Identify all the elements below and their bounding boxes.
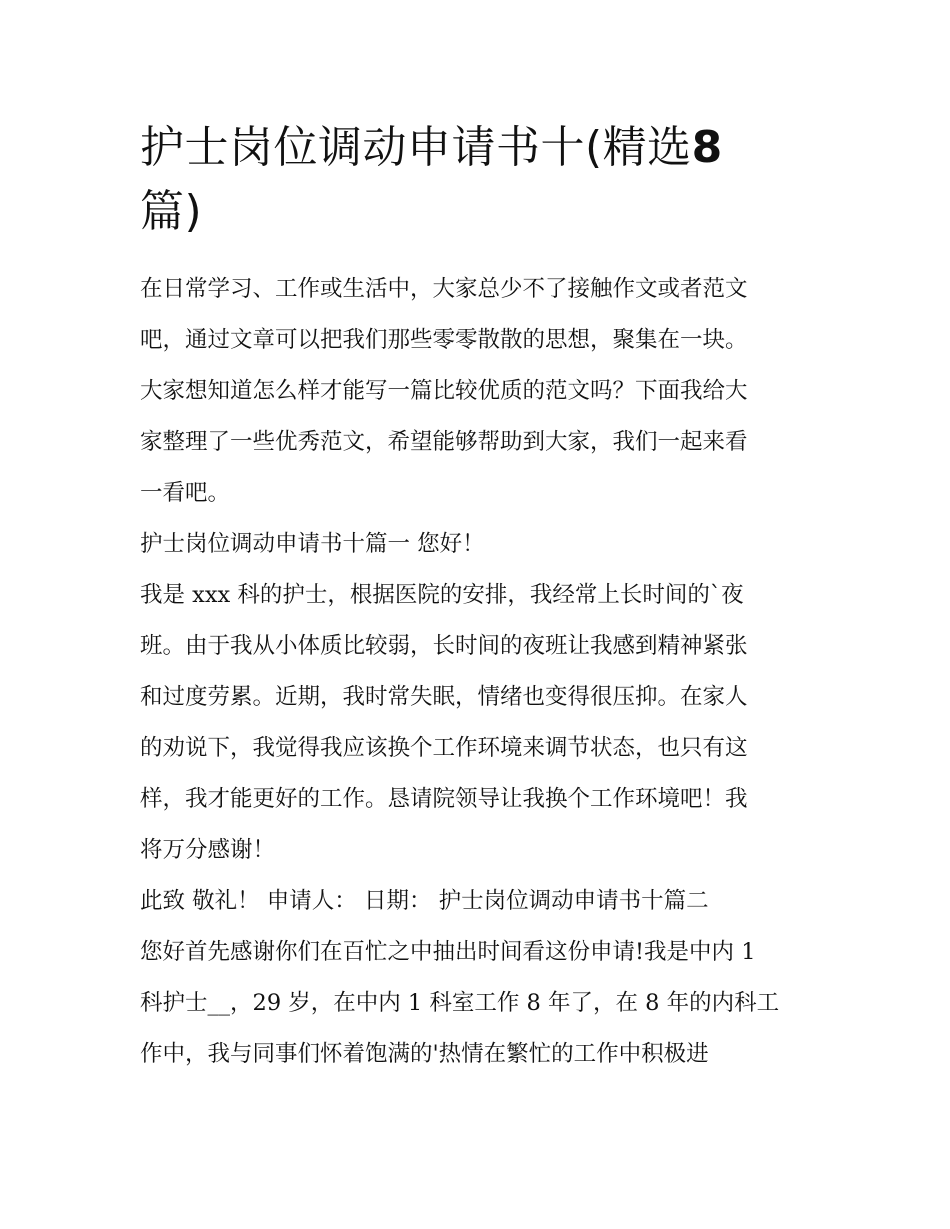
document-title	[140, 116, 815, 244]
body-line: 一看吧。	[140, 480, 231, 506]
section-heading-1: 护士岗位调动申请书十篇一 您好！	[140, 531, 485, 557]
body-line: 的劝说下，我觉得我应该换个工作环境来调节状态，也只有这	[140, 735, 748, 761]
body-line: 吧，通过文章可以把我们那些零零散散的思想，聚集在一块。	[140, 327, 748, 353]
body-line: 将万分感谢！	[140, 837, 276, 863]
body-line: 样，我才能更好的工作。恳请院领导让我换个工作环境吧！我	[140, 786, 748, 812]
title-line-2: 篇)	[140, 186, 203, 237]
title-number: 8	[691, 122, 723, 173]
closing-and-section-heading-2: 此致 敬礼！ 申请人： 日期： 护士岗位调动申请书十篇二	[140, 888, 709, 914]
body-line: 和过度劳累。近期，我时常失眠，情绪也变得很压抑。在家人	[140, 684, 748, 710]
title-line-1	[140, 116, 815, 180]
body-line: 家整理了一些优秀范文，希望能够帮助到大家，我们一起来看	[140, 429, 748, 455]
body-line: 您好首先感谢你们在百忙之中抽出时间看这份申请!我是中内 1	[140, 939, 756, 965]
body-line: 作中，我与同事们怀着饱满的'热情在繁忙的工作中积极进	[140, 1041, 709, 1067]
body-line: 我是 xxx 科的护士，根据医院的安排，我经常上长时间的`夜	[140, 582, 744, 608]
title-text: 护士岗位调动申请书十(精选	[140, 122, 692, 173]
body-line: 大家想知道怎么样才能写一篇比较优质的范文吗？下面我给大	[140, 378, 748, 404]
document-body	[140, 264, 815, 1080]
body-line: 班。由于我从小体质比较弱，长时间的夜班让我感到精神紧张	[140, 633, 748, 659]
document-content	[140, 116, 815, 1080]
body-line: 科护士__，29 岁，在中内 1 科室工作 8 年了，在 8 年的内科工	[140, 990, 780, 1016]
body-line: 在日常学习、工作或生活中，大家总少不了接触作文或者范文	[140, 276, 748, 302]
